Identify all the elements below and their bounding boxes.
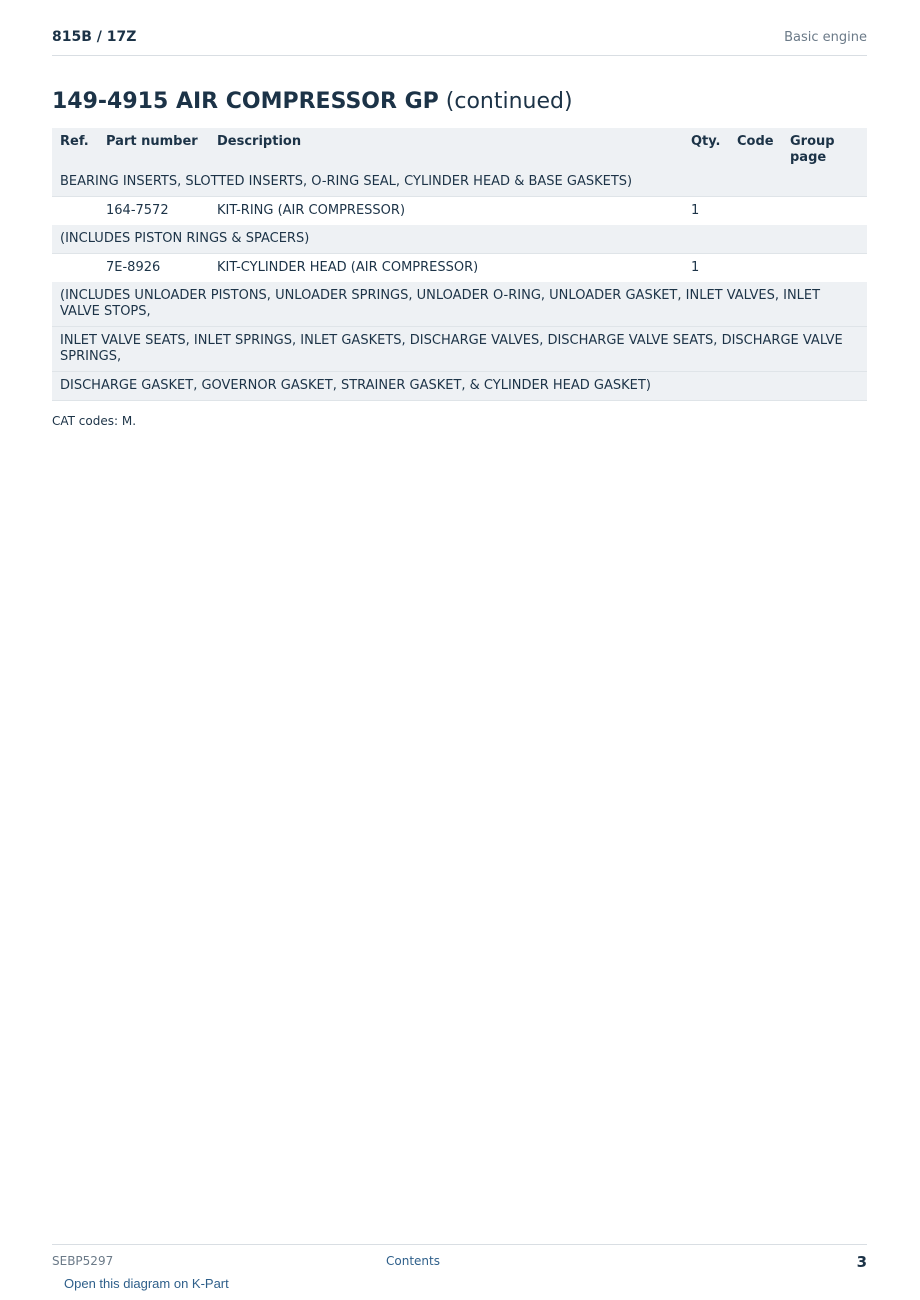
page-title [52, 89, 573, 114]
table-row [52, 327, 867, 372]
kpart-link[interactable]: Open this diagram on K-Part [64, 1276, 229, 1291]
group-page-cell [782, 197, 867, 226]
column-header-code: Code [729, 128, 782, 172]
note-text: INLET VALVE SEATS, INLET SPRINGS, INLET GASKETS, DISCHARGE VALVES, DISCHARGE VALVE SEATS, DISCHARGE VALVE SPRINGS, [52, 327, 867, 372]
column-header-ref: Ref. [52, 128, 98, 172]
column-header-part-number: Part number [98, 128, 209, 172]
table-row [52, 254, 867, 283]
description-cell: KIT-RING (AIR COMPRESSOR) [209, 197, 683, 226]
group-title: 149-4915 AIR COMPRESSOR GP [52, 89, 439, 114]
description-cell: KIT-CYLINDER HEAD (AIR COMPRESSOR) [209, 254, 683, 283]
page-header [52, 29, 867, 56]
page-number: 3 [856, 1253, 867, 1271]
part-number-cell: 7E-8926 [98, 254, 209, 283]
column-header-qty: Qty. [683, 128, 729, 172]
note-text: DISCHARGE GASKET, GOVERNOR GASKET, STRAINER GASKET, & CYLINDER HEAD GASKET) [52, 372, 867, 401]
cat-codes: CAT codes: M. [52, 414, 137, 428]
title-suffix: (continued) [445, 89, 573, 114]
code-cell [729, 254, 782, 283]
document-id: SEBP5297 [52, 1254, 114, 1268]
note-text: (INCLUDES PISTON RINGS & SPACERS) [52, 225, 867, 254]
note-text: BEARING INSERTS, SLOTTED INSERTS, O-RING SEAL, CYLINDER HEAD & BASE GASKETS) [52, 172, 867, 197]
table-header-row [52, 128, 867, 172]
column-header-group-page: Group page [782, 128, 867, 172]
machine-model: 815B / 17Z [52, 29, 137, 45]
table-row [52, 172, 867, 197]
code-cell [729, 197, 782, 226]
ref-cell [52, 254, 98, 283]
table-row [52, 372, 867, 401]
table-row [52, 197, 867, 226]
qty-cell: 1 [683, 254, 729, 283]
ref-cell [52, 197, 98, 226]
group-page-cell [782, 254, 867, 283]
table-row [52, 282, 867, 327]
parts-table [52, 128, 867, 401]
section-name: Basic engine [784, 30, 867, 45]
part-number-cell: 164-7572 [98, 197, 209, 226]
contents-link[interactable]: Contents [386, 1254, 440, 1268]
qty-cell: 1 [683, 197, 729, 226]
note-text: (INCLUDES UNLOADER PISTONS, UNLOADER SPRINGS, UNLOADER O-RING, UNLOADER GASKET, INLET VALVES, INLET VALVE STOPS, [52, 282, 867, 327]
table-row [52, 225, 867, 254]
column-header-description: Description [209, 128, 683, 172]
